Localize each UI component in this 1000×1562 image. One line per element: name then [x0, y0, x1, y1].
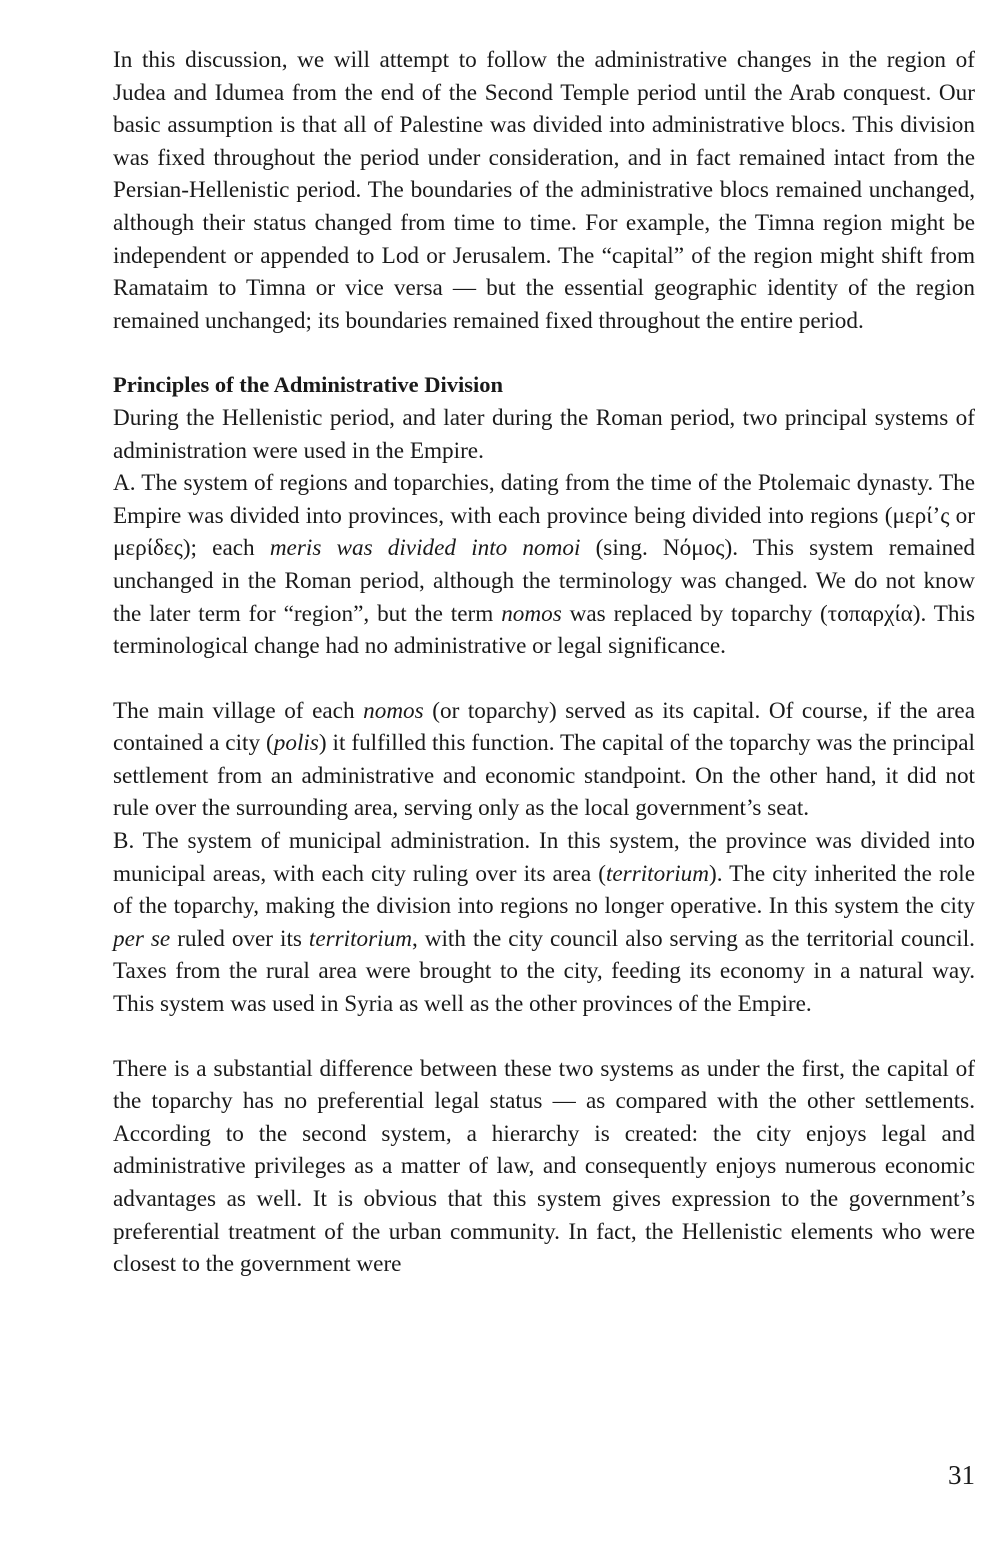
system-a-paragraph	[113, 467, 975, 663]
nomos-text-2: (or toparchy) served as its capital. Of course, if the area contained a city (	[113, 697, 975, 757]
nomos-italic-2: polis	[273, 730, 319, 757]
section-heading: Principles of the Administrative Division	[113, 372, 503, 398]
paragraph-gap	[113, 663, 975, 695]
page-number: 31	[948, 1460, 975, 1490]
comparison-paragraph: There is a substantial difference between these two systems as under the first, the capital of the toparchy has no preferential legal status — as compared with the other settlements. According to the second system, a hierarchy is created: the city enjoys legal and administrative privileges as a matter of law, and consequently enjoys numerous economic advantages as well. It is obvious that this system gives expression to the government’s preferential treatment of the urban community. In fact, the Hellenistic elements who were closest to the government were	[113, 1055, 975, 1278]
system-b-text-4: , with the city council also serving as the territorial council. Taxes from the rural area were brought to the city, feeding its economy in a natural way. This system was used in Syria as well as the other provinces of the Empire.	[113, 925, 975, 1018]
nomos-capital-paragraph	[113, 695, 975, 825]
paragraph-gap	[113, 337, 975, 369]
systems-intro-paragraph: During the Hellenistic period, and later during the Roman period, two principal systems of administration were used in the Empire.	[113, 404, 975, 464]
nomos-italic-1: nomos	[363, 697, 424, 724]
intro-paragraph: In this discussion, we will attempt to follow the administrative changes in the region of Judea and Idumea from the end of the Second Temple period until the Arab conquest. Our basic assumption is that all of Palestine was divided into administrative blocs. This division was fixed throughout the period under consideration, and in fact remained intact from the Persian-Hellenistic period. The boundaries of the administrative blocs remained unchanged, although their status changed from time to time. For example, the Timna region might be independent or appended to Lod or Jerusalem. The “capital” of the region might shift from Ramataim to Timna or vice versa — but the essential geographic identity of the region remained unchanged; its boundaries remained fixed throughout the entire period.	[113, 47, 975, 334]
system-a-text-1: A. The system of regions and toparchies, dating from the time of the Ptolemaic dynasty. The Empire was divided into provinces, with each province being divided into regions (μερί’ς or μερίδες); each	[113, 470, 975, 562]
paragraph-gap	[113, 1021, 975, 1053]
system-a-italic-1: meris was divided into nomoi	[269, 535, 581, 562]
system-a-italic-2: nomos	[501, 600, 562, 627]
system-b-text-2: ). The city inherited the role of the toparchy, making the division into regions no longer operative. In this system the city	[113, 860, 976, 920]
system-b-text-1: B. The system of municipal administration. In this system, the province was divided into municipal areas, with each city ruling over its area (	[113, 828, 975, 887]
system-a-text-2: (sing. Νόμος). This system remained unchanged in the Roman period, although the terminology was changed. We do not know the later term for “region”, but the term	[113, 535, 975, 627]
page-body	[113, 44, 975, 1281]
system-a-text-3: was replaced by toparchy (τοπαρχία). This terminological change had no administrative or legal significance.	[113, 600, 975, 660]
system-b-text-3: ruled over its	[170, 925, 309, 952]
nomos-text-1: The main village of each	[113, 697, 364, 724]
system-b-italic-1: territorium	[605, 860, 710, 887]
system-b-italic-3: territorium	[308, 925, 412, 952]
nomos-text-3: ) it fulfilled this function. The capital of the toparchy was the principal settlement from an administrative and economic standpoint. On the other hand, it did not rule over the surrounding area, serving only as the local government’s seat.	[113, 730, 975, 822]
system-b-paragraph	[113, 825, 975, 1021]
system-b-italic-2: per se	[113, 925, 171, 952]
